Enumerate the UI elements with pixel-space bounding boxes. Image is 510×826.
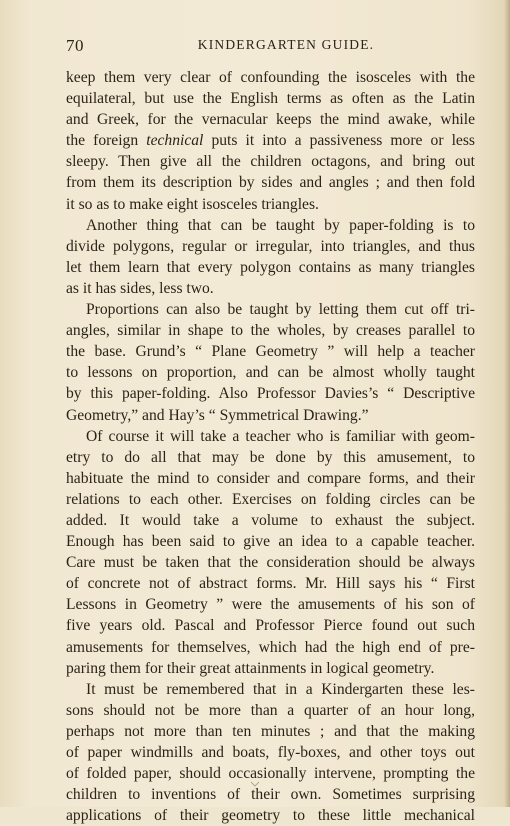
text-line: children to inventions of their own. Sometimes surprising [66,786,475,804]
text-line: sons should not be more than a quarter of an hour long, [66,701,475,719]
italic-word: technical [146,132,204,150]
text-line: and Greek, for the vernacular keeps the mind awake, while [66,111,475,129]
text-line: applications of their geometry to these little mechanical [66,807,475,825]
text-line: relations to each other. Exercises on folding circles can be [66,490,475,508]
paragraph-start-line: Another thing that can be taught by paper-folding is to [86,216,475,234]
body-text [66,67,475,826]
text-line: added. It would take a volume to exhaust the subject. [66,511,475,529]
running-head: KINDERGARTEN GUIDE. [197,37,375,52]
text-line: sleepy. Then give all the children octagons, and bring out [66,153,475,171]
text-line: as it has sides, less two. [66,279,214,297]
text-line: perhaps not more than ten minutes ; and that the making [66,722,475,740]
text-line: from them its description by sides and angles ; and then fold [66,174,475,192]
text-line: by this paper-folding. Also Professor Davies’s “ Descriptive [66,385,475,403]
text-line: etry to do all that may be done by this amusement, to [66,448,475,466]
text-line: let them learn that every polygon contains as many triangles [66,258,475,276]
text-line: of folded paper, should occasionally intervene, prompting the [66,765,475,783]
page-header [66,36,476,56]
printer-mark [250,780,260,786]
printer-mark-glyph [250,781,260,787]
text-line: amusements for themselves, which had the high end of pre- [66,638,475,656]
text-line: of concrete not of abstract forms. Mr. Hill says his “ First [66,575,475,593]
page-edge-shadow [504,0,510,807]
text-line: Geometry,” and Hay’s “ Symmetrical Drawing.” [66,406,369,424]
text-line: divide polygons, regular or irregular, into triangles, and thus [66,237,475,255]
paragraph-start-line: Of course it will take a teacher who is familiar with geom- [86,427,475,445]
text-line: Enough has been said to give an idea to a capable teacher. [66,533,475,551]
text-line: it so as to make eight isosceles triangles. [66,195,319,213]
paragraph-start-line: It must be remembered that in a Kindergarten these les- [86,680,475,698]
text-line: of paper windmills and boats, fly-boxes, and other toys out [66,744,475,761]
text-line: keep them very clear of confounding the isosceles with the [66,69,475,86]
paragraph-start-line: Proportions can also be taught by letting them cut off tri- [86,301,475,319]
text-line: the foreign technical puts it into a passiveness more or less [66,132,475,150]
text-line: equilateral, but use the English terms as often as the Latin [66,90,475,108]
text-line: paring them for their great attainments in logical geometry. [66,659,435,677]
text-line: the base. Grund’s “ Plane Geometry ” will help a teacher [66,343,475,361]
text-line: to lessons on proportion, and can be almost wholly taught [66,364,475,382]
text-line: five years old. Pascal and Professor Pierce found out such [66,617,475,635]
text-line: Lessons in Geometry ” were the amusements of his son of [66,596,475,614]
text-line: Care must be taken that the consideration should be always [66,554,475,572]
text-line: habituate the mind to consider and compare forms, and their [66,469,475,487]
page-number: 70 [66,36,84,55]
text-line: angles, similar in shape to the wholes, by creases parallel to [66,322,475,340]
